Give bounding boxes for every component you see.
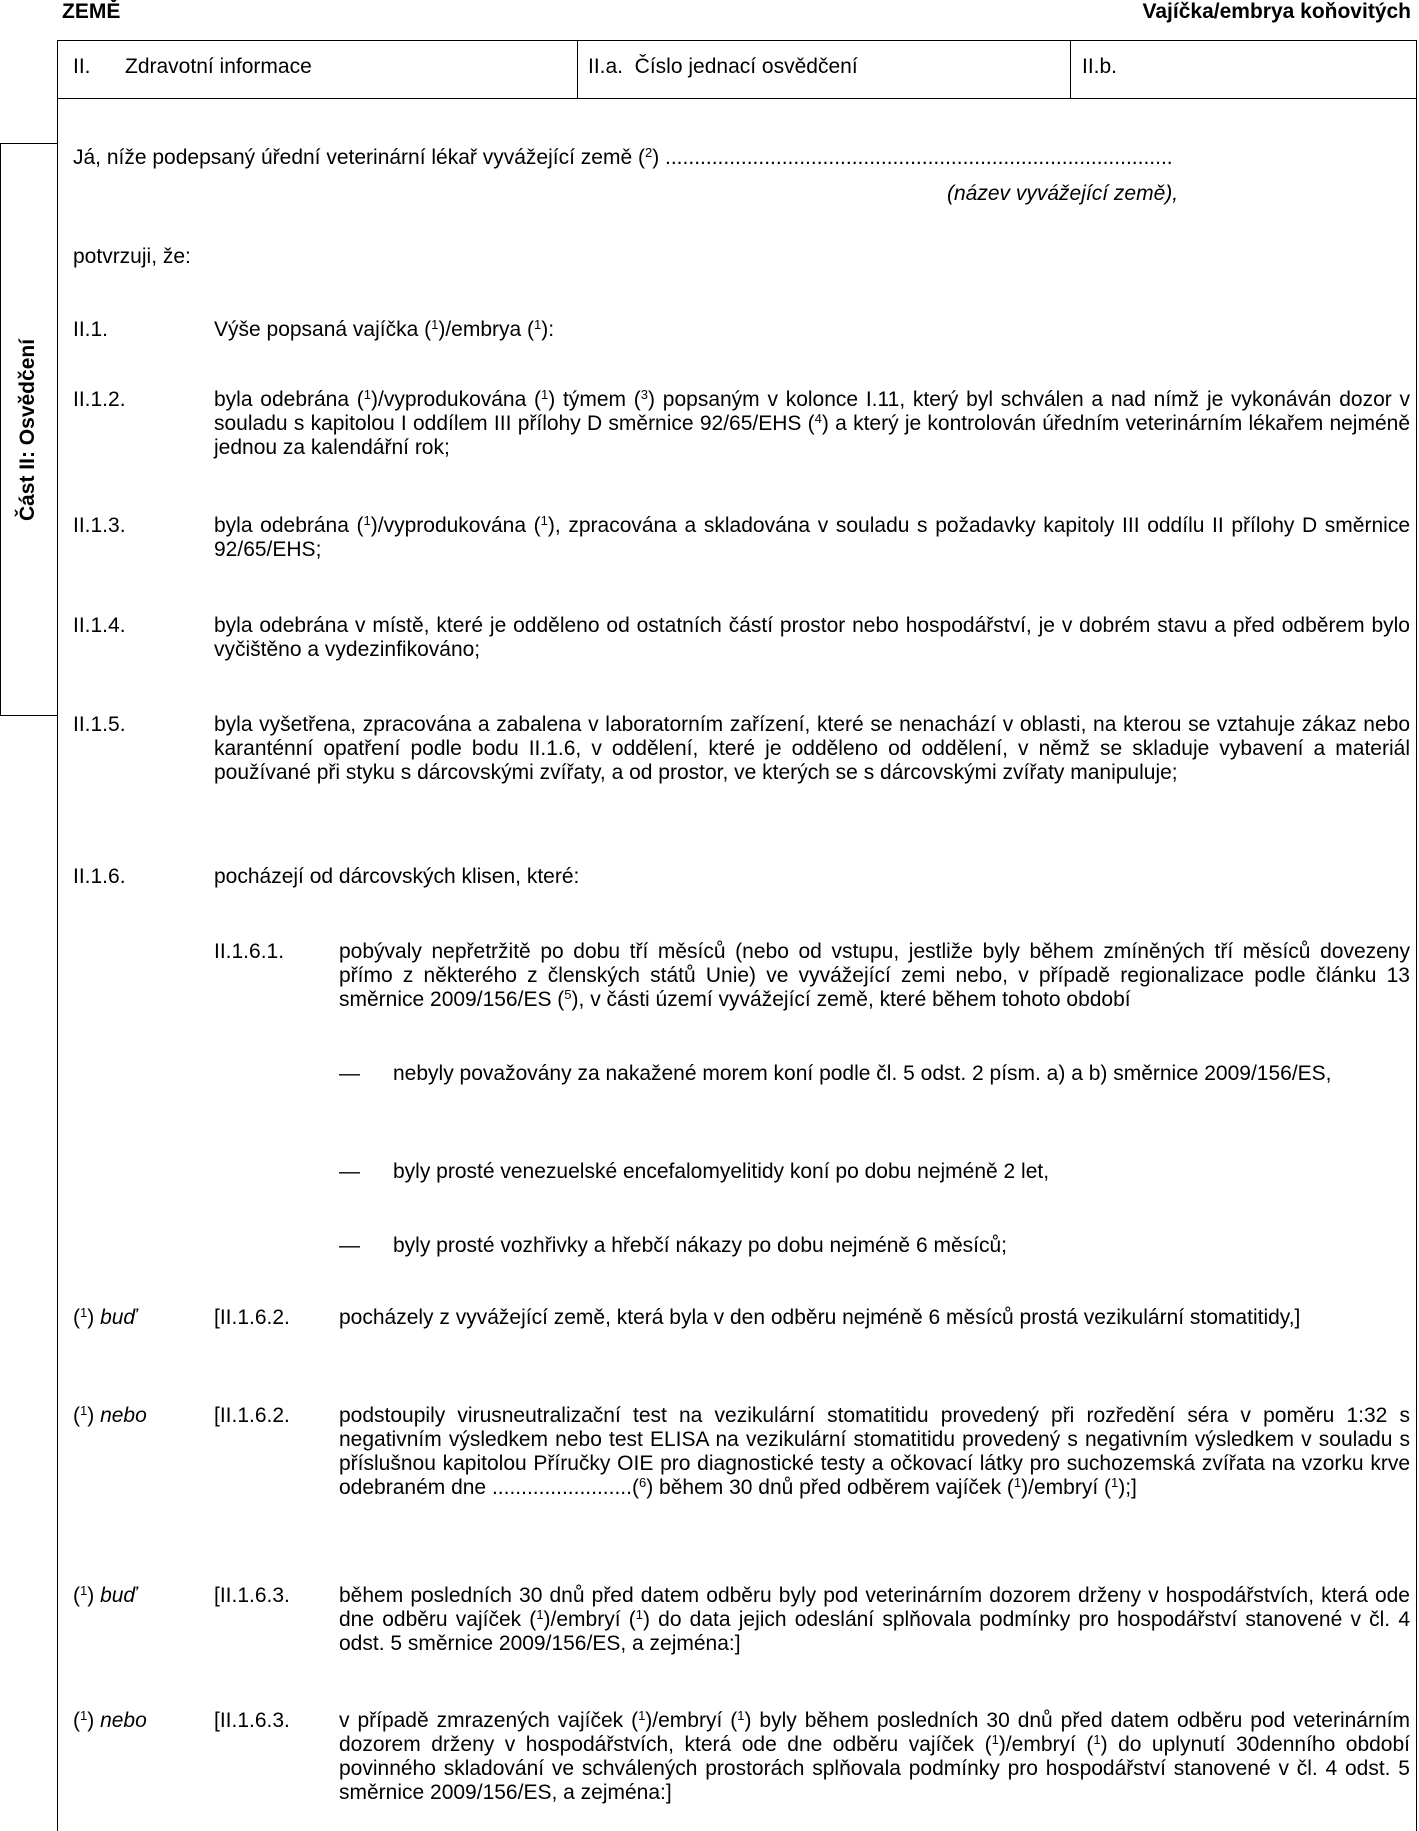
dash-bullet: —: [339, 1062, 360, 1085]
item-text: byla odebrána v místě, které je odděleno od ostatních částí prostor nebo hospodářství, je v dobrém stavu a před odběrem bylo vyčištěno a vydezinfikováno;: [214, 614, 1410, 661]
country-label: ZEMĚ: [62, 0, 121, 23]
option-marker: ($^1$) buď: [73, 1583, 137, 1607]
field-iib-label: II.b.: [1082, 55, 1118, 78]
subitem-number: II.1.6.1.: [214, 940, 285, 963]
item-number: II.1.6.: [73, 865, 126, 888]
item-text: byla odebrána ($^1$)/vyprodukována ($^1$), zpracována a skladována v souladu s požadavky kapitoly III oddílu II přílohy D směrnice 92/65/EHS;: [214, 513, 1410, 561]
option-text: během posledních 30 dnů před datem odběru byly pod veterinárním dozorem drženy v hospodářstvích, která ode dne odběru vajíček ($^1$)/embryí ($^1$) do data jejich odeslání splňovala podmínky pro hospodářství stanovené v čl. 4 odst. 5 směrnice 2009/156/ES, a zejména:]: [339, 1584, 1410, 1655]
dash-item-text: byly prosté venezuelské encefalomyelitidy koní po dobu nejméně 2 let,: [393, 1160, 1050, 1183]
option-text: v případě zmrazených vajíček ($^1$)/embryí ($^1$) byly během posledních 30 dnů před datem odběru pod veterinárním dozorem drženy v hospodářstvích, která ode dne odběru vajíček ($^1$)/embryí ($^1$) do uplynutí 30denního období povinného skladování ve schválených prostorách splňovala podmínky pro hospodářství stanovené v čl. 4 odst. 5 směrnice 2009/156/ES, a zejména:]: [339, 1708, 1410, 1804]
option-marker: ($^1$) buď: [73, 1305, 137, 1329]
option-text: podstoupily virusneutralizační test na vezikulární stomatitidu provedený při rozředění séra v poměru 1:32 s negativním výsledkem nebo test ELISA na vezikulární stomatitidu provedený s negativním výsledkem v souladu s příslušnou kapitolou Příručky OIE pro diagnostické testy a očkovací látky pro suchozemská zvířata na vzorku krve odebraném dne ........................($^6$) během 30 dnů před odběrem vajíček ($^1$)/embryí ($^1$);]: [339, 1404, 1410, 1499]
section-number: II.: [73, 55, 91, 78]
item-number: II.1.4.: [73, 614, 126, 637]
table-column-divider: [577, 40, 578, 98]
subitem-text: pobývaly nepřetržitě po dobu tří měsíců (nebo od vstupu, jestliže byly během zmíněných tří měsíců dovezeny přímo z některého z členských států Unie) ve vyvážející zemi nebo, v případě regionalizace podle článku 13 směrnice 2009/156/ES ($^5$), v části území vyvážející země, které během tohoto období: [339, 940, 1410, 1011]
item-text: pocházejí od dárcovských klisen, které:: [214, 865, 580, 888]
item-number: II.1.5.: [73, 713, 126, 736]
dash-bullet: —: [339, 1234, 360, 1257]
option-number: [II.1.6.2.: [214, 1306, 290, 1329]
reference-number-label: II.a. Číslo jednací osvědčení: [588, 55, 858, 78]
dash-item-text: byly prosté vozhřivky a hřebčí nákazy po dobu nejméně 6 měsíců;: [393, 1234, 1007, 1257]
intro-statement: Já, níže podepsaný úřední veterinární lékař vyvážející země ($^2$) .......................................................................................: [73, 145, 1173, 169]
option-number: [II.1.6.2.: [214, 1404, 290, 1427]
item-number: II.1.: [73, 318, 109, 341]
option-number: [II.1.6.3.: [214, 1584, 290, 1607]
table-divider: [57, 98, 1417, 99]
confirm-text: potvrzuji, že:: [73, 245, 191, 268]
country-name-hint: (název vyvážející země),: [947, 182, 1179, 205]
document-title: Vajíčka/embrya koňovitých: [1142, 0, 1411, 23]
item-text: byla odebrána ($^1$)/vyprodukována ($^1$) týmem ($^3$) popsaným v kolonce I.11, který byl schválen a nad nímž je vykonáván dozor v souladu s kapitolou I oddílem III přílohy D směrnice 92/65/EHS ($^4$) a který je kontrolován úředním veterinárním lékařem nejméně jednou za kalendářní rok;: [214, 387, 1410, 459]
dash-item-text: nebyly považovány za nakažené morem koní podle čl. 5 odst. 2 písm. a) a b) směrnice 2009/156/ES,: [393, 1062, 1332, 1085]
option-marker: ($^1$) nebo: [73, 1708, 147, 1732]
item-text: byla vyšetřena, zpracována a zabalena v laboratorním zařízení, které se nenachází v oblasti, na kterou se vztahuje zákaz nebo karanténní opatření podle bodu II.1.6, v oddělení, které je odděleno od oddělení, v němž se skladuje vybavení a materiál používané při styku s dárcovskými zvířaty, a od prostor, ve kterých se s dárcovskými zvířaty manipuluje;: [214, 713, 1410, 784]
option-text: pocházely z vyvážející země, která byla v den odběru nejméně 6 měsíců prostá vezikulární stomatitidy,]: [339, 1306, 1301, 1329]
option-marker: ($^1$) nebo: [73, 1403, 147, 1427]
side-label: Část II: Osvědčení: [16, 338, 39, 522]
item-text: Výše popsaná vajíčka ($^1$)/embrya ($^1$):: [214, 317, 555, 341]
table-column-divider: [1070, 40, 1071, 98]
item-number: II.1.2.: [73, 388, 126, 411]
dash-bullet: —: [339, 1160, 360, 1183]
section-title: Zdravotní informace: [125, 55, 312, 78]
certificate-frame: [57, 40, 1417, 1831]
option-number: [II.1.6.3.: [214, 1709, 290, 1732]
item-number: II.1.3.: [73, 514, 126, 537]
